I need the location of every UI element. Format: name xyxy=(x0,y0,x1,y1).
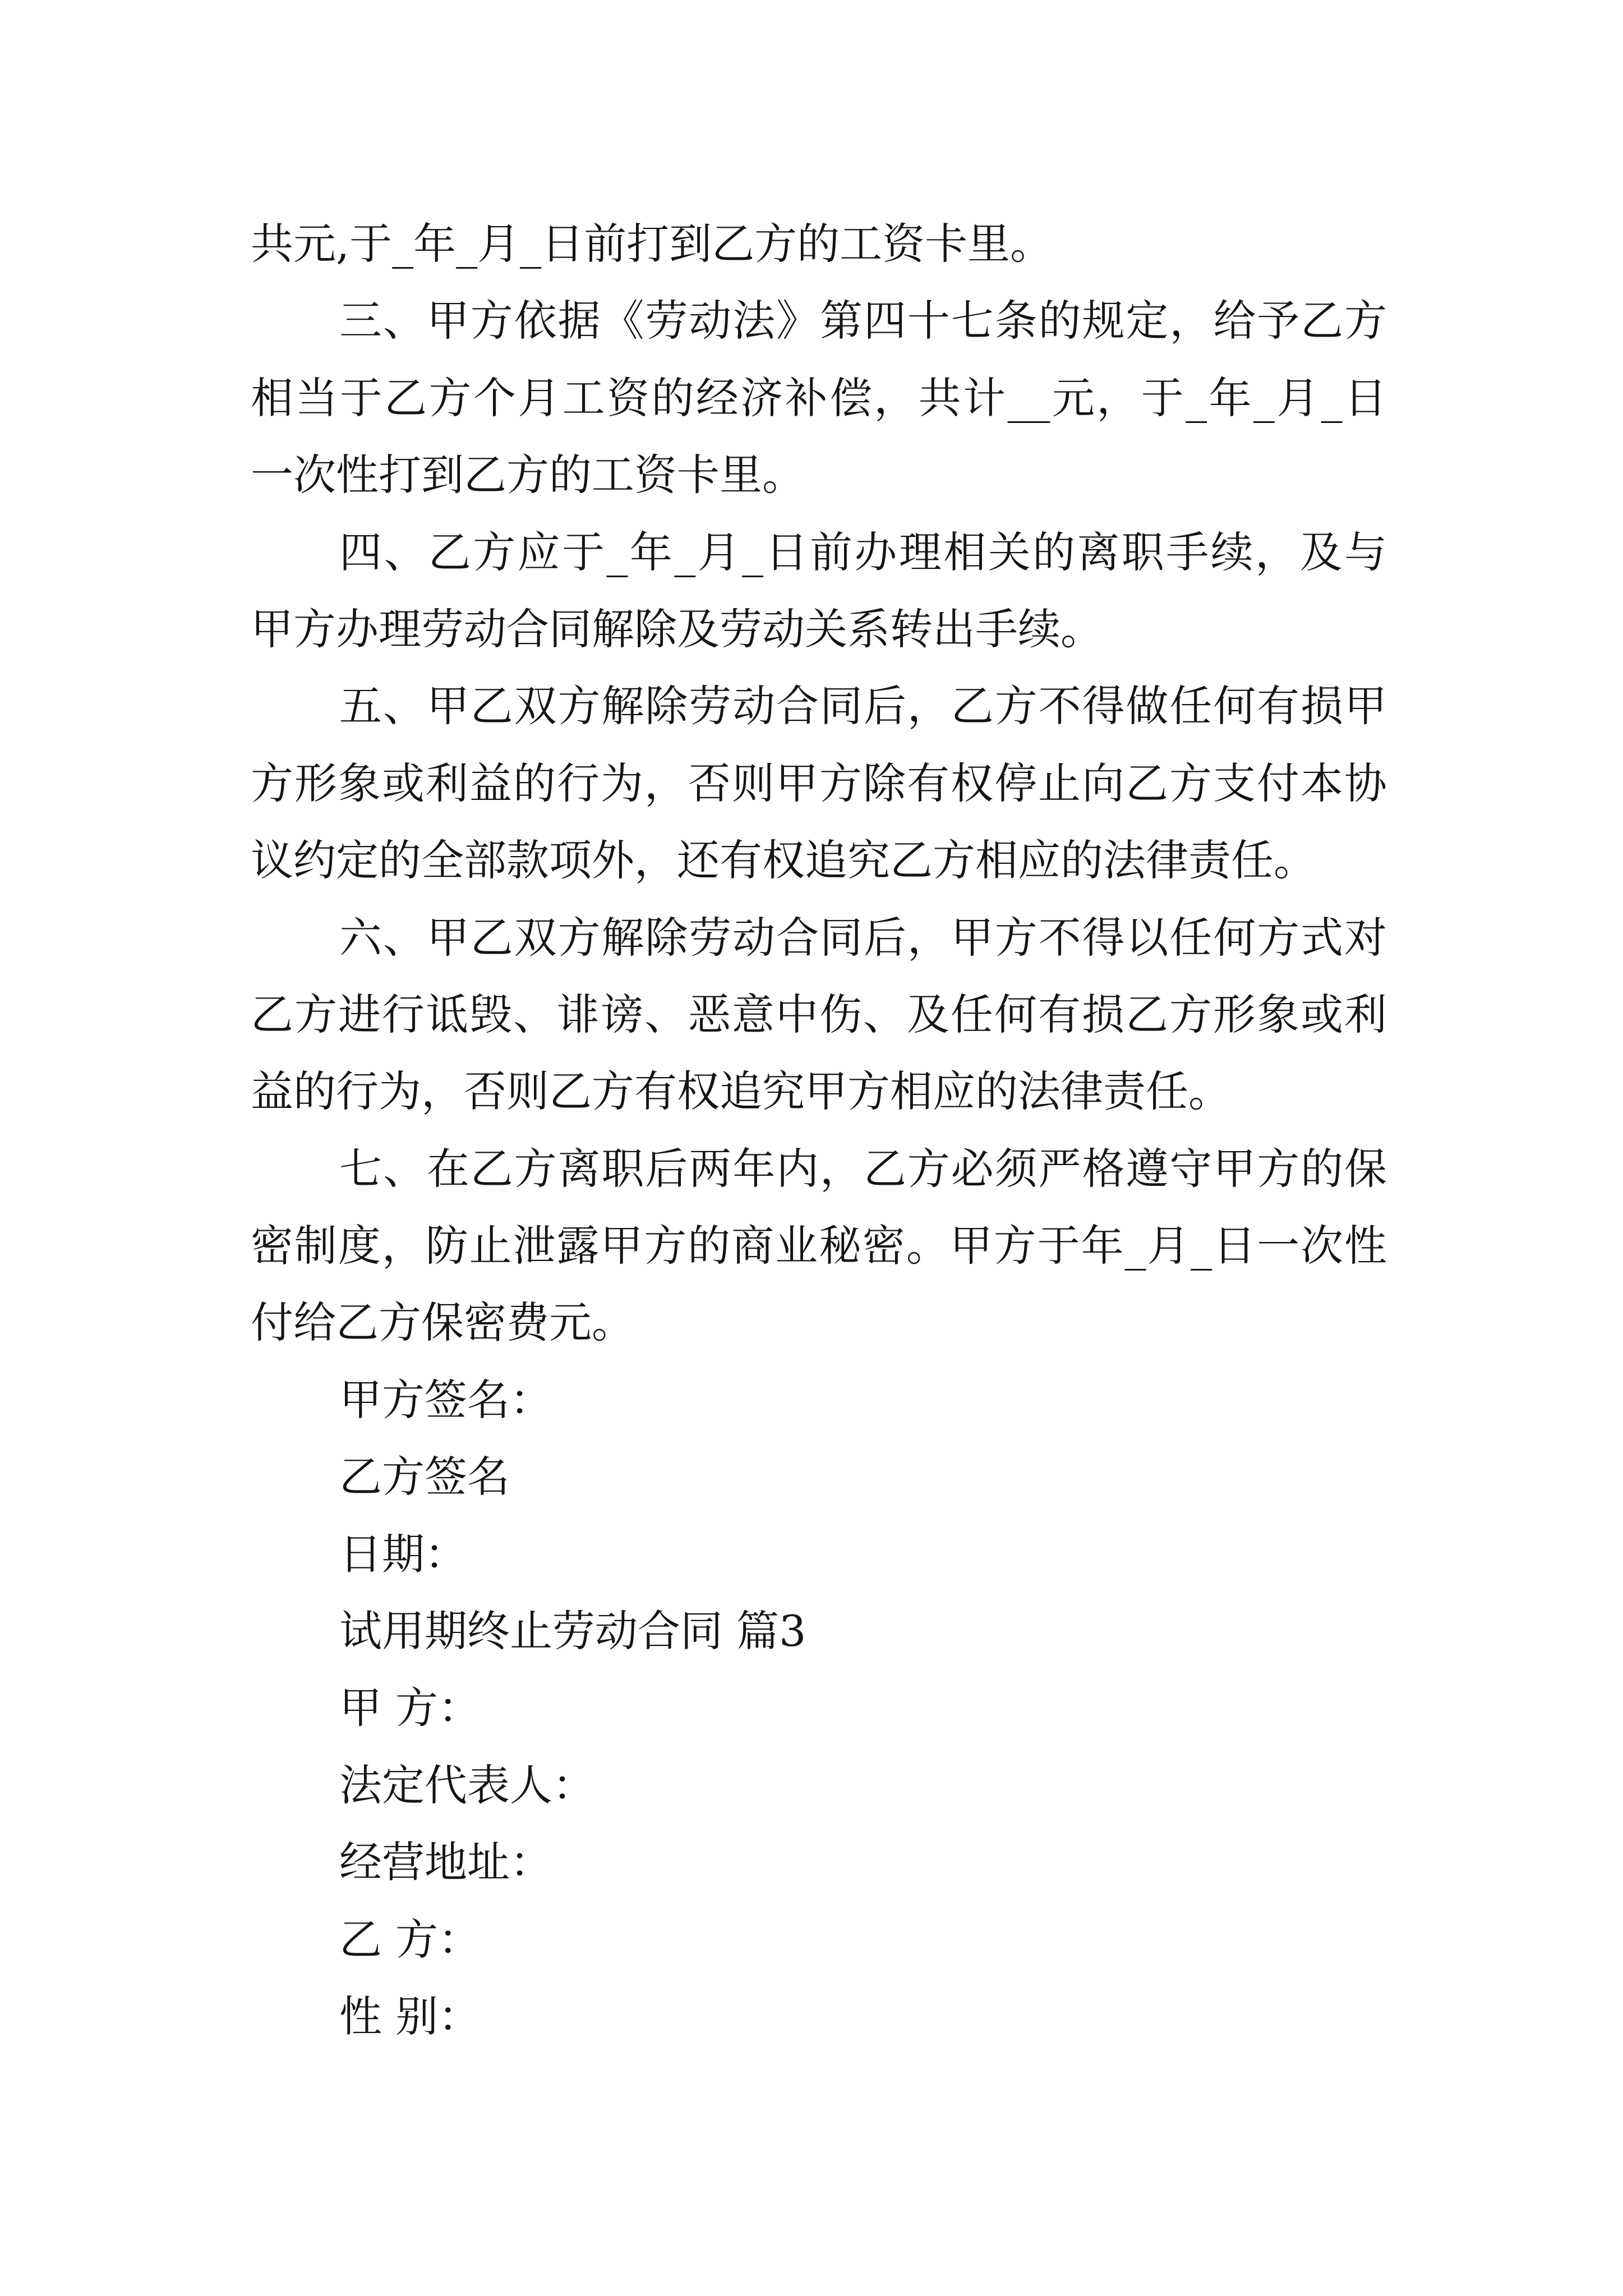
text-line: 密制度，防止泄露甲方的商业秘密。甲方于年_月_日一次性 xyxy=(251,1221,1387,1271)
text-line: 议约定的全部款项外，还有权追究乙方相应的法律责任。 xyxy=(251,835,1316,886)
clause-three xyxy=(251,282,1387,513)
party-a-signature-label: 甲方签名： xyxy=(339,1374,552,1425)
party-a-label: 甲 方： xyxy=(339,1683,481,1733)
section-title: 试用期终止劳动合同 篇3 xyxy=(339,1606,806,1657)
signature-block xyxy=(251,1361,1387,1593)
gender-label: 性 别： xyxy=(339,1991,481,2041)
text-line: 付给乙方保密费元。 xyxy=(251,1297,634,1348)
paragraph-continuation xyxy=(251,205,1387,282)
party-b-signature-label: 乙方签名 xyxy=(339,1452,510,1502)
text-line: 相当于乙方个月工资的经济补偿，共计__元，于_年_月_日 xyxy=(251,372,1387,423)
clause-six xyxy=(251,899,1387,1130)
text-line: 方形象或利益的行为，否则甲方除有权停止向乙方支付本协 xyxy=(251,758,1387,808)
document-body xyxy=(251,205,1387,2055)
text-line: 乙方进行诋毁、诽谤、恶意中伤、及任何有损乙方形象或利 xyxy=(251,989,1387,1039)
business-address-label: 经营地址： xyxy=(339,1837,552,1888)
text-line: 益的行为，否则乙方有权追究甲方相应的法律责任。 xyxy=(251,1066,1231,1117)
text-line: 一次性打到乙方的工资卡里。 xyxy=(251,450,805,500)
text-line: 三、甲方依据《劳动法》第四十七条的规定，给予乙方 xyxy=(339,296,1387,346)
legal-representative-label: 法定代表人： xyxy=(339,1760,595,1810)
text-line: 五、甲乙双方解除劳动合同后，乙方不得做任何有损甲 xyxy=(339,681,1387,731)
text-line: 四、乙方应于_年_月_日前办理相关的离职手续，及与 xyxy=(339,527,1387,577)
clause-five xyxy=(251,668,1387,899)
text-line: 共元,于_年_月_日前打到乙方的工资卡里。 xyxy=(251,219,1053,269)
text-line: 七、在乙方离职后两年内，乙方必须严格遵守甲方的保 xyxy=(339,1143,1387,1194)
text-line: 甲方办理劳动合同解除及劳动关系转出手续。 xyxy=(251,604,1103,654)
party-info-fields xyxy=(251,1669,1387,2055)
clause-seven xyxy=(251,1130,1387,1361)
party-b-label: 乙 方： xyxy=(339,1914,481,1964)
clause-four xyxy=(251,514,1387,668)
text-line: 六、甲乙双方解除劳动合同后，甲方不得以任何方式对 xyxy=(339,912,1387,963)
date-label: 日期： xyxy=(339,1529,467,1579)
